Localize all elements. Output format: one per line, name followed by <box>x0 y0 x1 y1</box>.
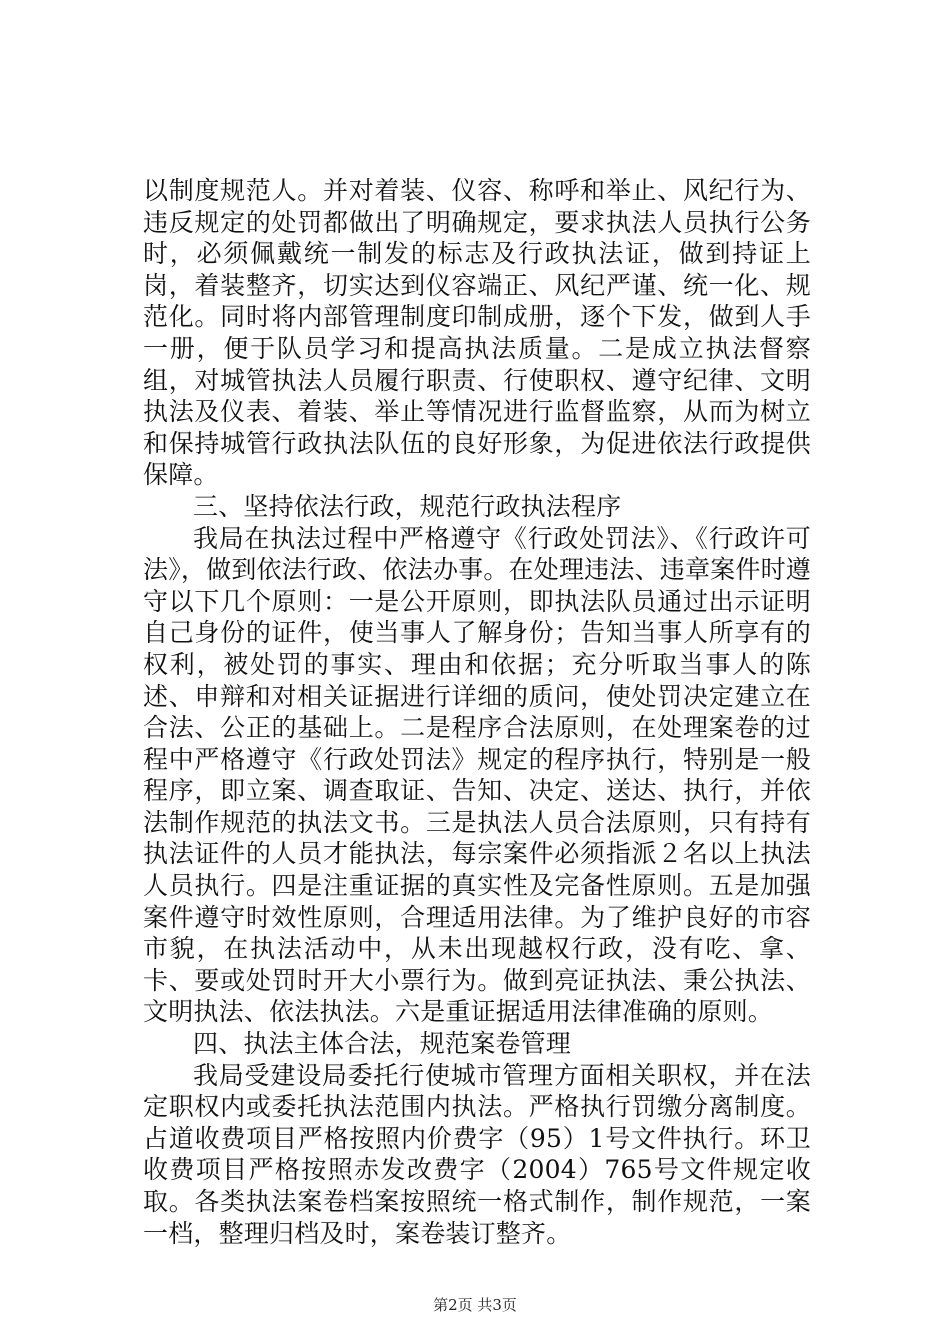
paragraph-procedure: 我局在执法过程中严格遵守《行政处罚法》、《行政许可法》，做到依法行政、依法办事。在处理违法、违章案件时遵守以下几个原则：一是公开原则，即执法队员通过出示证明自己身份的证件，使当事人了解身份；告知当事人所享有的权利，被处罚的事实、理由和依据；充分听取当事人的陈述、申辩和对相关证据进行详细的质问，使处罚决定建立在合法、公正的基础上。二是程序合法原则，在处理案卷的过程中严格遵守《行政处罚法》规定的程序执行，特别是一般程序，即立案、调查取证、告知、决定、送达、执行，并依法制作规范的执法文书。三是执法人员合法原则，只有持有执法证件的人员才能执法，每宗案件必须指派２名以上执法人员执行。四是注重证据的真实性及完备性原则。五是加强案件遵守时效性原则，合理适用法律。为了维护良好的市容市貌，在执法活动中，从未出现越权行政，没有吃、拿、卡、要或处罚时开大小票行为。做到亮证执法、秉公执法、文明执法、依法执法。六是重证据适用法律准确的原则。 <box>143 523 811 1027</box>
section-heading-four: 四、执法主体合法，规范案卷管理 <box>193 1029 572 1059</box>
page-number-footer: 第2页 共3页 <box>433 1296 517 1314</box>
paragraph-continuation: 以制度规范人。并对着装、仪容、称呼和举止、风纪行为、违反规定的处罚都做出了明确规定，要求执法人员执行公务时，必须佩戴统一制发的标志及行政执法证，做到持证上岗，着装整齐，切实达到仪容端正、风纪严谨、统一化、规范化。同时将内部管理制度印制成册，逐个下发，做到人手一册，便于队员学习和提高执法质量。二是成立执法督察组，对城管执法人员履行职责、行使职权、遵守纪律、文明执法及仪表、着装、举止等情况进行监督监察，从而为树立和保持城管行政执法队伍的良好形象，为促进依法行政提供保障。 <box>143 176 811 490</box>
section-heading-three: 三、坚持依法行政，规范行政执法程序 <box>193 491 622 521</box>
document-body <box>143 175 811 1249</box>
paragraph-case-management: 我局受建设局委托行使城市管理方面相关职权，并在法定职权内或委托执法范围内执法。严格执行罚缴分离制度。占道收费项目严格按照内价费字（95）1号文件执行。环卫收费项目严格按照赤发改费字（2004）765号文件规定收取。各类执法案卷档案按照统一格式制作，制作规范，一案一档，整理归档及时，案卷装订整齐。 <box>143 1060 811 1248</box>
